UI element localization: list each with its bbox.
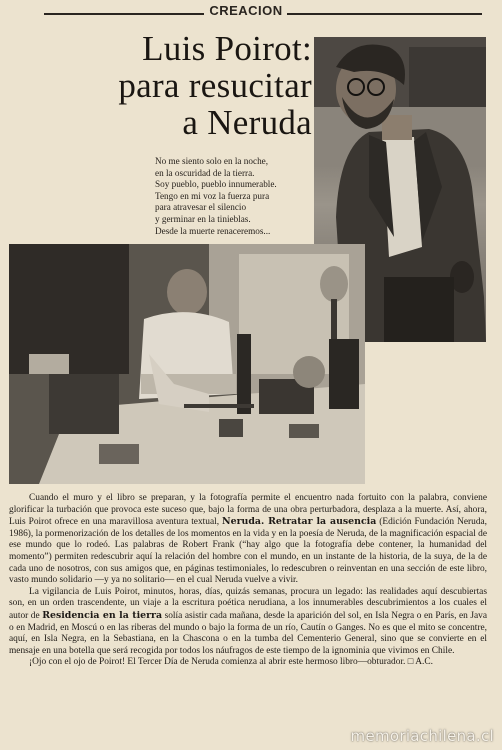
epigraph-poem xyxy=(155,156,315,237)
paragraph-1: Cuando el muro y el libro se preparan, y la fotografía permite el encuentro nada fortuito con la palabra, conviene glorificar la turbación que provoca este suceso que, bajo la forma de una obra perturbadora, desplaza a la muerte. Así, ahora, Luis Poirot ofrece en una maravillosa aventura textual, Neruda. Retratar la ausencia (Edición Fundación Neruda, 1986), la pormenorización de los detalles de los momentos en la vida y en la poesía de Neruda, de la magnificación espacial de ese mundo que lo rodeó. Las palabras de Robert Frank (“hay algo que la fotografía debe contener, la humanidad del momento”) permiten redescubrir aquí la relación del hombre con el mundo, en un instante de la historia, de la suya, de la de cada uno de nosotros, con sus amigos que, en páginas testimoniales, lo redescubren o reinventan en una sección de este libro, vasto mundo solidario —y ya no solitario— en el cual Neruda vuelve a vivir. xyxy=(9,493,488,586)
poem-line: No me siento solo en la noche, xyxy=(155,156,269,166)
source-watermark: memoriachilena.cl xyxy=(350,727,494,745)
paragraph-3: ¡Ojo con el ojo de Poirot! El Tercer Día de Neruda comienza al abrir este hermoso libro—obturador. □ A.C. xyxy=(29,657,433,668)
poem-line: en la oscuridad de la tierra. xyxy=(155,167,255,178)
header-rule-left xyxy=(44,13,204,15)
header-rule-right xyxy=(287,13,482,15)
poem-line: Desde la muerte renaceremos... xyxy=(155,225,271,236)
poem-line: Tengo en mi voz la fuerza pura xyxy=(155,190,270,201)
book-title-bold: Neruda. Retratar la ausencia xyxy=(222,516,377,528)
article-body xyxy=(9,493,487,669)
article-title xyxy=(40,30,312,141)
poem-line: Soy pueblo, pueblo innumerable. xyxy=(155,179,277,190)
book-title-bold: Residencia en la tierra xyxy=(42,609,163,621)
section-label: CREACION xyxy=(209,3,283,18)
poem-line: y germinar en la tinieblas. xyxy=(155,213,251,224)
title-line-2: para resucitar xyxy=(118,66,312,105)
neruda-desk-photo xyxy=(9,244,365,484)
title-line-1: Luis Poirot: xyxy=(142,29,312,68)
title-line-3: a Neruda xyxy=(182,103,312,142)
poem-line: para atravesar el silencio xyxy=(155,202,247,213)
paragraph-2: La vigilancia de Luis Poirot, minutos, horas, días, quizás semanas, procura un legado: las realidades aquí descubiertas son, en un orden trascendente, un viaje a la escritura poética nerudiana, a los innumerables descubrimientos a los cuales el autor de Residencia en la tierra solía asistir cada mañana, desde la aparición del sol, en Isla Negra o en París, en Java o en Madrid, en Moscú o en las riberas del mundo o bajo la forma de un río, Cautín o Ganges. No es que el mito se concentre, aquí, en Isla Negra, en la Sebastiana, en la Chascona o en la tumba del Cementerio General, sino que se convierte en el mensaje en una botella que será recogida por todos los náufragos de este tiempo de la ignominia que vivimos en Chile. xyxy=(9,586,487,656)
